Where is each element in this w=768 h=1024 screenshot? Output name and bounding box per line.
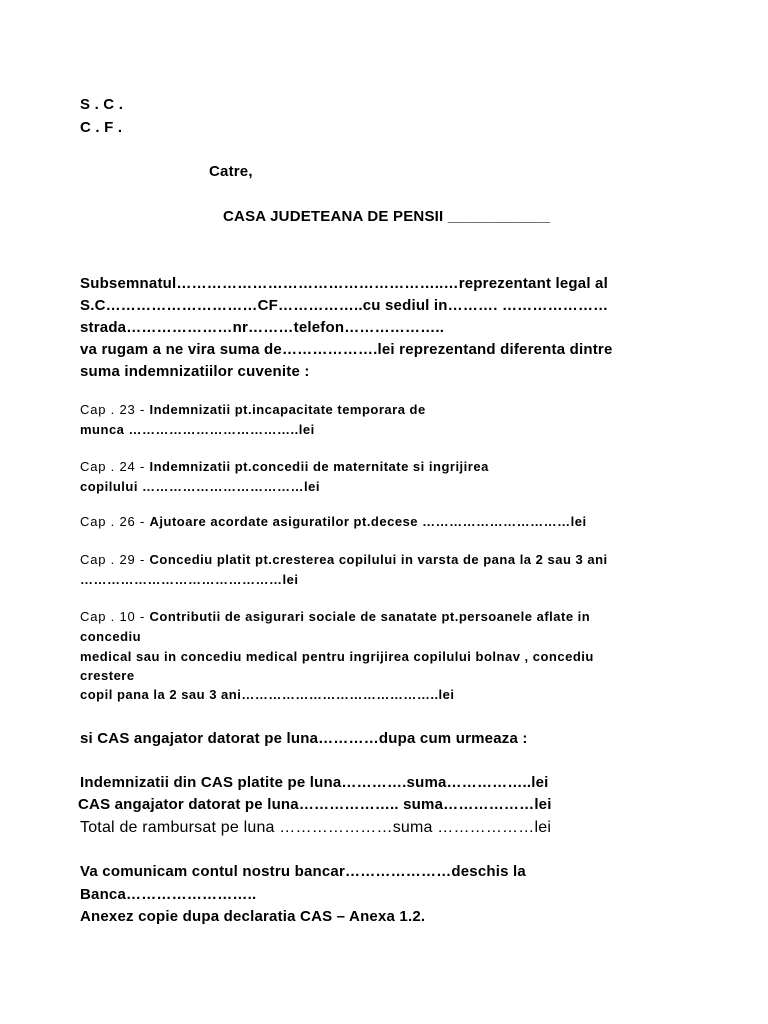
summary-line-2: CAS angajator datorat pe luna……………….. suma………………lei (78, 796, 552, 813)
company-cf-line: C . F . (80, 119, 123, 136)
intro-line-2: S.C…………………………CF……………..cu sediul in………. ………………… (80, 297, 609, 314)
intro-line-5: suma indemnizatiilor cuvenite : (80, 363, 310, 380)
summary-line-3: Total de rambursat pe luna …………………suma ………………lei (80, 819, 552, 836)
cap-24-line-1 (80, 457, 489, 477)
company-sc-line: S . C . (80, 96, 124, 113)
cap-23-line-2: munca ………………………………..lei (80, 422, 315, 437)
cap-10-label: Cap . 10 - (80, 609, 150, 624)
cap-10-text: Contributii de asigurari sociale de sanatate pt.persoanele aflate in (149, 609, 591, 624)
cap-26-label: Cap . 26 - (80, 514, 150, 529)
intro-line-1: Subsemnatul……………………………………………..…reprezentant legal al (80, 275, 608, 292)
catre-label: Catre, (209, 163, 253, 180)
cap-24-label: Cap . 24 - (80, 459, 150, 474)
intro-line-3: strada…………………nr………telefon……………….. (80, 319, 445, 336)
closing-line-2: Banca…………………….. (80, 886, 257, 903)
cas-intro-line: si CAS angajator datorat pe luna…………dupa cum urmeaza : (80, 730, 528, 747)
cap-26-line-1 (80, 512, 587, 532)
cap-29-text: Concediu platit pt.cresterea copilului in varsta de pana la 2 sau 3 ani (149, 552, 608, 567)
cap-23-label: Cap . 23 - (80, 402, 150, 417)
cap-10-line-1 (80, 607, 590, 627)
closing-line-3: Anexez copie dupa declaratia CAS – Anexa 1.2. (80, 908, 426, 925)
cap-10-line-3: medical sau in concediu medical pentru ingrijirea copilului bolnav , concediu (80, 649, 594, 664)
cap-24-line-2: copilului ………………………………lei (80, 479, 321, 494)
intro-line-4: va rugam a ne vira suma de……………….lei reprezentand diferenta dintre (80, 341, 613, 358)
cap-23-line-1 (80, 400, 426, 420)
cap-10-line-5: copil pana la 2 sau 3 ani……………………………………..lei (80, 687, 455, 702)
cap-24-text: Indemnizatii pt.concedii de maternitate si ingrijirea (149, 459, 489, 474)
cap-10-line-2: concediu (80, 629, 142, 644)
cap-29-label: Cap . 29 - (80, 552, 150, 567)
cap-29-line-2: ………………………………………lei (80, 572, 299, 587)
cap-23-text: Indemnizatii pt.incapacitate temporara de (149, 402, 426, 417)
closing-line-1: Va comunicam contul nostru bancar…………………deschis la (80, 863, 526, 880)
cap-26-text: Ajutoare acordate asiguratilor pt.decese ……………………………lei (149, 514, 587, 529)
cap-10-line-4: crestere (80, 668, 135, 683)
recipient-title: CASA JUDETEANA DE PENSII ____________ (223, 208, 551, 225)
cap-29-line-1 (80, 550, 608, 570)
summary-line-1: Indemnizatii din CAS platite pe luna………….suma……………..lei (80, 774, 549, 791)
